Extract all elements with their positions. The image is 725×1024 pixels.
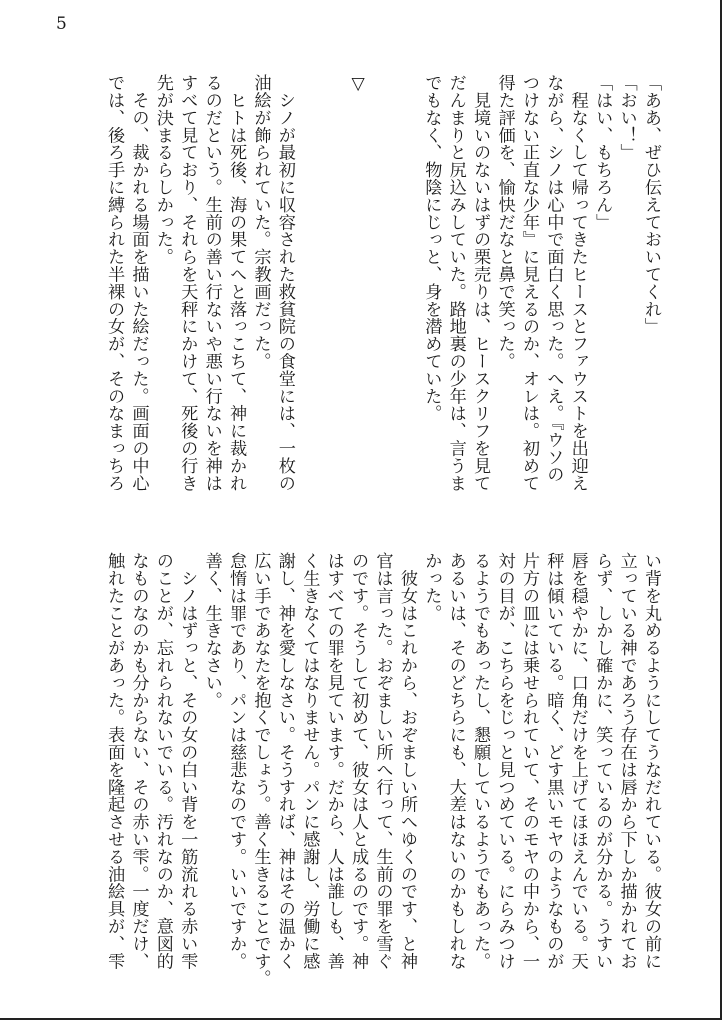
- text-line: 「おい！」: [616, 74, 637, 161]
- text-line: 怠惰は罪であり、パンは慈悲なのです。いいですか。: [226, 552, 247, 970]
- text-line: はすべての罪を見ています。だから、人は誰しも、善: [323, 552, 344, 970]
- upper-text-column: [53, 74, 663, 514]
- section-break-marker: ▽: [348, 74, 369, 95]
- text-line: [297, 74, 321, 514]
- text-line: く生きなくてはなりません。パンに感謝し、労働に感: [299, 552, 320, 970]
- text-line: 先が決まるらしかった。: [152, 74, 173, 266]
- text-line: るのだという。生前の善い行ないや悪い行ないを神は: [201, 74, 222, 492]
- text-line: ヒトは死後、海の果てへと落っこちて、神に裁かれ: [226, 74, 247, 492]
- page-number: 5: [56, 14, 67, 34]
- text-line: あるいは、そのどちらにも、大差はないのかもしれな: [445, 552, 466, 970]
- text-line: 秤は傾いている。暗く、どす黒いモヤのようなものが: [543, 552, 564, 970]
- text-line: シノが最初に収容された救貧院の食堂には、一枚の: [274, 74, 295, 492]
- text-line: 程なくして帰ってきたヒースとファウストを出迎え: [567, 74, 588, 492]
- text-line: 官は言った。おぞましい所へ行って、生前の罪を雪ぐ: [372, 552, 393, 970]
- text-line: 得た評価を、愉快だなと鼻で笑った。: [494, 74, 515, 370]
- lower-text-column: [53, 552, 663, 992]
- text-line: 油絵が飾られていた。宗教画だった。: [250, 74, 271, 370]
- text-line: では、後ろ手に縛られた半裸の女が、そのなまっちろ: [104, 74, 125, 492]
- text-line: らず、しかし確かに、笑っているのが分かる。うすい: [592, 552, 613, 970]
- text-line: 広い手であなたを抱くでしょう。善く生きることです。: [250, 552, 271, 987]
- text-line: 「はい、もちろん」: [592, 74, 613, 231]
- text-line: [395, 74, 419, 514]
- text-line: 彼女はこれから、おぞましい所へゆくのです、と神: [396, 552, 417, 970]
- text-line: のことが、忘れられないでいる。汚れなのか、意図的: [152, 552, 173, 970]
- text-line: 立っている神であろう存在は唇から下しか描かれてお: [616, 552, 637, 970]
- text-line: [321, 74, 345, 514]
- text-line: 唇を穏やかに、口角だけを上げてほほえんでいる。天: [567, 552, 588, 970]
- text-line: ながら、シノは心中で面白く思った。へえ。『ウソの: [543, 74, 564, 483]
- text-line: でもなく、物陰にじっと、身を潜めていた。: [421, 74, 442, 422]
- text-line: 「ああ、ぜひ伝えておいてくれ」: [641, 74, 661, 335]
- text-line: 片方の皿には乗せられていて、そのモヤの中から、一: [518, 552, 539, 970]
- text-line: なものなのかも分からない、その赤い雫。一度だけ、: [128, 552, 149, 970]
- text-line: [370, 74, 394, 514]
- text-line: かった。: [421, 552, 442, 622]
- text-line: すべて見ており、それらを天秤にかけて、死後の行き: [177, 74, 198, 492]
- text-line: 善く、生きなさい。: [201, 552, 222, 709]
- text-line: るようでもあったし、懇願しているようでもあった。: [470, 552, 491, 970]
- text-line: のです。そうして初めて、彼女は人と成るのです。神: [348, 552, 369, 970]
- text-line: 触れたことがあった。表面を隆起させる油絵具が、雫: [104, 552, 125, 970]
- text-line: 見境いのないはずの栗売りは、ヒースクリフを見て: [470, 74, 491, 492]
- text-line: つけない正直な少年』に見えるのか、オレは。初めて: [518, 74, 539, 492]
- text-line: 対の目が、こちらをじっと見つめている。にらみつけ: [494, 552, 515, 970]
- text-line: だんまりと尻込みしていた。路地裏の少年は、言うま: [445, 74, 466, 492]
- text-line: シノはずっと、その女の白い背を一筋流れる赤い雫: [177, 552, 198, 970]
- text-line: その、裁かれる場面を描いた絵だった。画面の中心: [128, 74, 149, 492]
- text-line: い背を丸めるようにしてうなだれている。彼女の前に: [641, 552, 661, 970]
- text-line: 謝し、神を愛しなさい。そうすれば、神はその温かく: [274, 552, 295, 970]
